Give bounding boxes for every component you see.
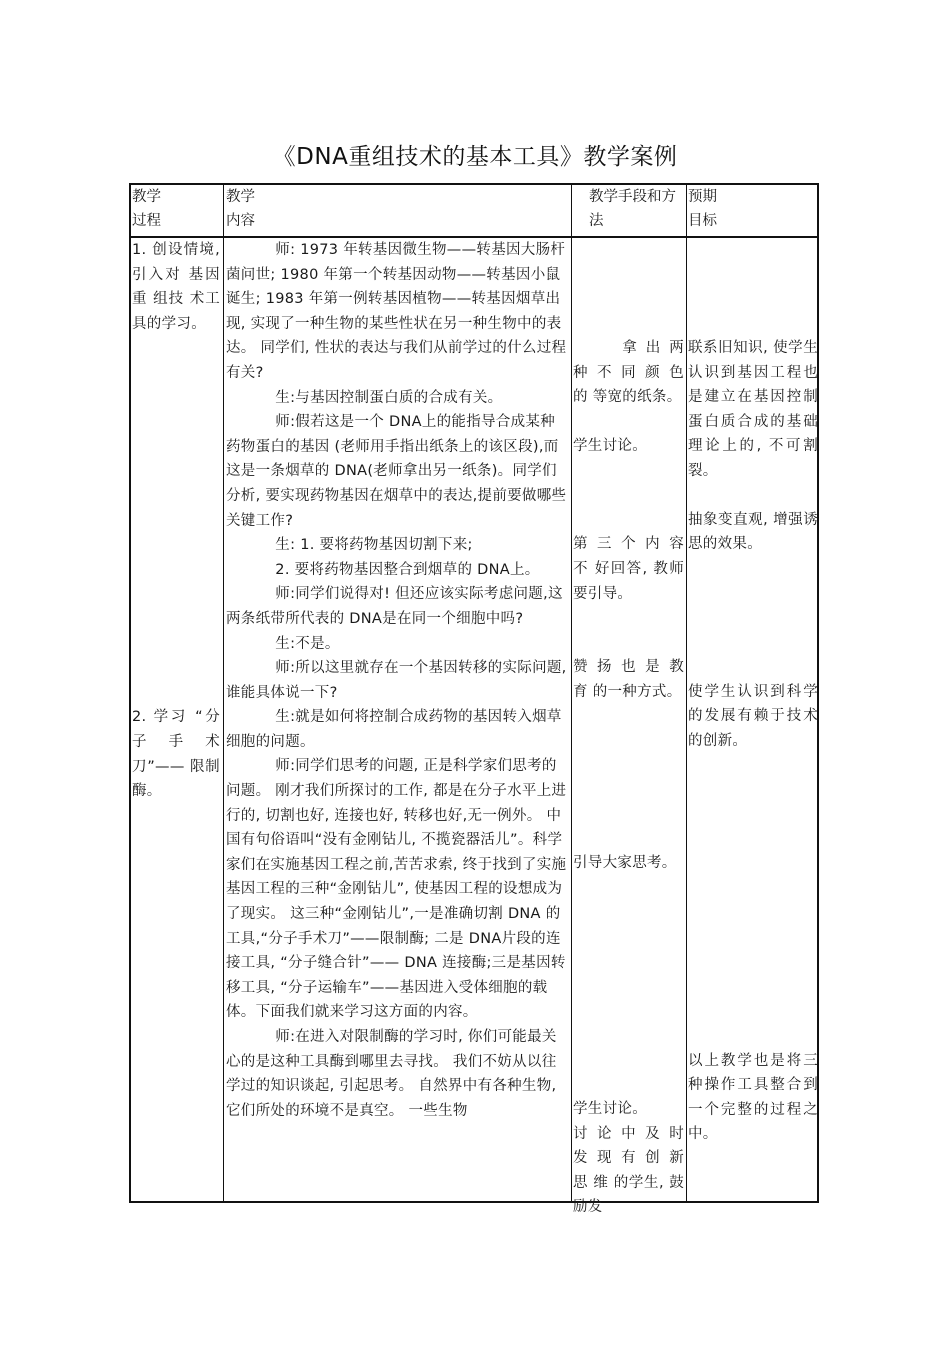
goal-item: 使学生认识到科学的发展有赖于技术的创新。 [688,683,818,749]
means-item: 第 三 个 内 容 不 好回答, 教师要引导。 [573,536,684,602]
content-paragraph: 生:就是如何将控制合成药物的基因转入烟草细胞的问题。 [226,709,562,750]
means-item: 讨 论 中 及 时 发 现 有 创 新 思 维 的学生, 鼓励发 [573,1125,684,1216]
content-paragraph: 师:同学们思考的问题, 正是科学家们思考的问题。 刚才我们所探讨的工作, 都是在分子水平上进行的, 切割也好, 连接也好, 转移也好,无一例外。 中国有句俗语叫“没有金刚钻儿, 不揽瓷器活儿”。科学家们在实施基因工程之前,苦苦求索, 终于找到了实施基因工程的三种“金刚钻儿”, 使基因工程的设想成为了现实。 这三种“金刚钻儿”,一是准确切割 DNA 的工具,“分子手术刀”——限制酶; 二是 DNA片段的连接工具, “分子缝合针”—— DNA 连接酶;三是基因转移工具, “分子运输车”——基因进入受体细胞的载体。下面我们就来学习这方面的内容。 [226,758,567,1021]
means-item: 拿 出 两 种 不 同 颜 色 的 等宽的纸条。 [573,340,684,406]
header-means: 教学手段和方法 [589,189,676,229]
column-divider [686,185,687,1201]
means-item: 引导大家思考。 [573,855,677,872]
means-item: 学生讨论。 [573,1100,647,1117]
process-column [132,238,220,1198]
content-paragraph: 师:假若这是一个 DNA上的能指导合成某种药物蛋白的基因 (老师用手指出纸条上的该区段),而这是一条烟草的 DNA(老师拿出另一纸条)。同学们分析, 要实现药物基因在烟草中的表达,提前要做哪些关键工作? [226,414,567,529]
document-title: 《DNA重组技术的基本工具》教学案例 [272,144,678,170]
content-paragraph: 师:同学们说得对! 但还应该实际考虑问题,这两条纸带所代表的 DNA是在同一个细胞中吗? [226,586,563,627]
content-paragraph: 生: 1. 要将药物基因切割下来; [275,537,473,554]
column-divider [223,185,224,1201]
means-item: 学生讨论。 [573,437,647,454]
header-process: 教学 过程 [132,189,161,229]
content-column [226,238,568,1200]
means-item: 赞 扬 也 是 教 育 的一种方式。 [573,659,684,700]
means-column [573,238,684,1216]
process-step-2: 2. 学习 “分子 手 术刀”—— 限制酶。 [132,709,220,800]
goals-column [688,238,818,1200]
process-step-1: 1. 创设情境,引入对 基因重 组技 术工具的学习。 [132,242,220,332]
content-paragraph: 师:在进入对限制酶的学习时, 你们可能最关心的是这种工具酶到哪里去寻找。 我们不妨从以往学过的知识谈起, 引起思考。 自然界中有各种生物, 它们所处的环境不是真空。 一些生物 [226,1029,557,1119]
goal-item: 以上教学也是将三种操作工具整合到一个完整的过程之中。 [688,1052,818,1143]
lesson-table [129,183,819,1216]
goal-item: 抽象变直观, 增强诱思的效果。 [688,511,818,553]
content-paragraph: 师: 1973 年转基因微生物——转基因大肠杆菌问世; 1980 年第一个转基因动物——转基因小鼠诞生; 1983 年第一例转基因植物——转基因烟草出现, 实现了一种生物的某些性状在另一种生物中的表达。 同学们, 性状的表达与我们从前学过的什么过程有关? [226,242,567,381]
content-paragraph: 师:所以这里就存在一个基因转移的实际问题, 谁能具体说一下? [226,660,567,701]
header-goal: 预期 目标 [688,189,717,229]
content-paragraph: 生:与基因控制蛋白质的合成有关。 [275,389,503,406]
header-content: 教学 内容 [226,189,255,229]
content-paragraph: 2. 要将药物基因整合到烟草的 DNA上。 [275,561,540,578]
column-divider [571,185,572,1201]
goal-item: 联系旧知识, 使学生认识到基因工程也是建立在基因控制蛋白质合成的基础理论上的, 不可割裂。 [688,340,818,479]
content-paragraph: 生:不是。 [275,635,340,652]
